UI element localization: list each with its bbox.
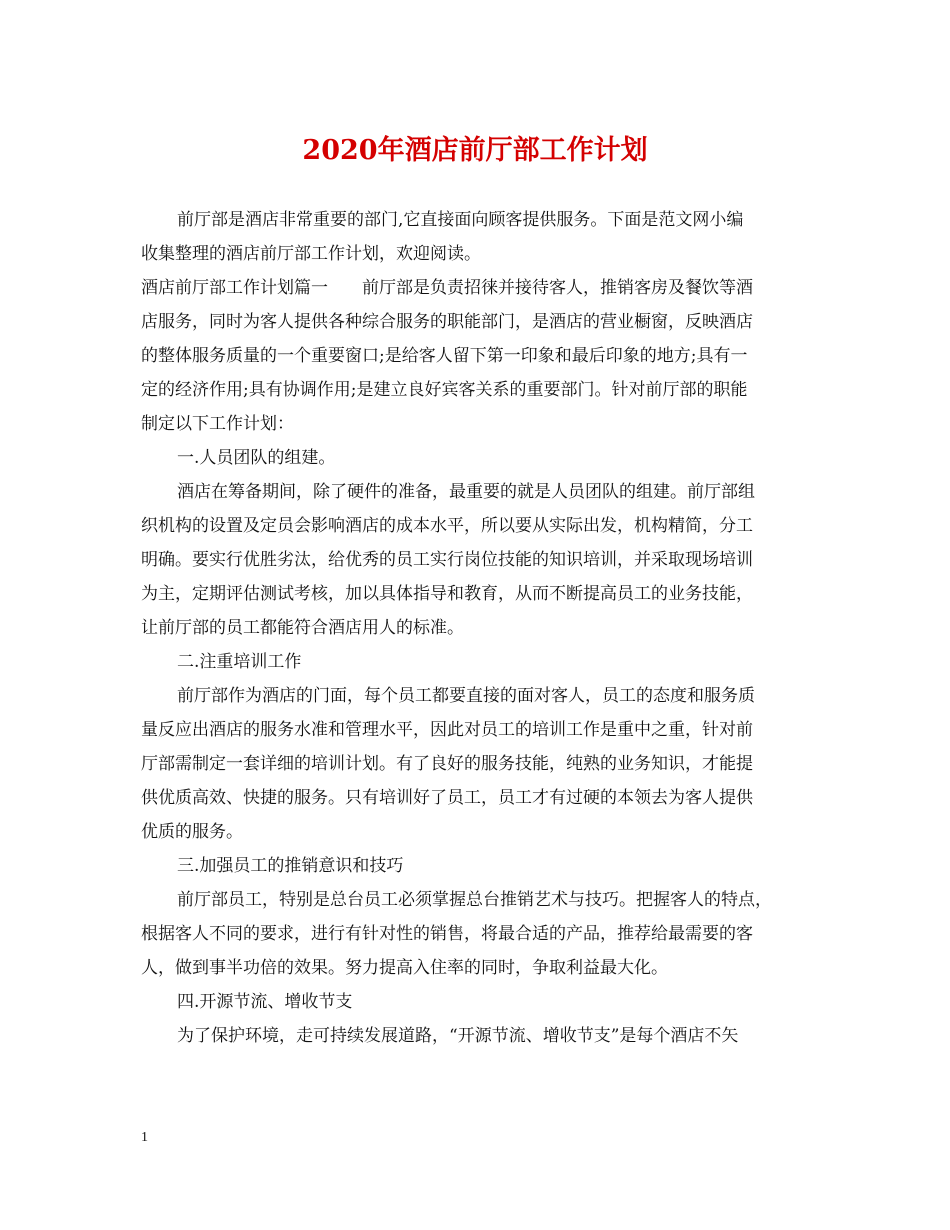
text-line: 厅部需制定一套详细的培训计划。有了良好的服务技能，纯熟的业务知识，才能提 [141,754,753,774]
document-title: 2020年酒店前厅部工作计划 [302,135,648,166]
text-line: 让前厅部的员工都能符合酒店用人的标准。 [141,618,464,638]
text-line: 收集整理的酒店前厅部工作计划，欢迎阅读。 [141,244,481,264]
text-line: 明确。要实行优胜劣汰，给优秀的员工实行岗位技能的知识培训，并采取现场培训 [141,550,753,570]
page-number: 1 [141,1130,148,1145]
text-line: 一.人员团队的组建。 [177,448,336,468]
text-line: 的整体服务质量的一个重要窗口;是给客人留下第一印象和最后印象的地方;具有一 [141,346,748,366]
text-line: 前厅部员工，特别是总台员工必须掌握总台推销艺术与技巧。把握客人的特点， [177,890,772,910]
text-line: 酒店在筹备期间，除了硬件的准备，最重要的就是人员团队的组建。前厅部组 [177,482,755,502]
text-line: 根据客人不同的要求，进行有针对性的销售，将最合适的产品，推荐给最需要的客 [141,924,753,944]
text-line: 为了保护环境，走可持续发展道路，“开源节流、增收节支”是每个酒店不矢 [177,1026,739,1046]
text-line: 四.开源节流、增收节支 [177,992,353,1012]
text-line: 二.注重培训工作 [177,652,302,672]
text-line: 量反应出酒店的服务水准和管理水平，因此对员工的培训工作是重中之重，针对前 [141,720,753,740]
text-line: 为主，定期评估测试考核，加以具体指导和教育，从而不断提高员工的业务技能， [141,584,753,604]
text-line: 酒店前厅部工作计划篇一 前厅部是负责招徕并接待客人，推销客房及餐饮等酒 [141,278,753,298]
text-line: 三.加强员工的推销意识和技巧 [177,856,404,876]
text-line: 织机构的设置及定员会影响酒店的成本水平，所以要从实际出发，机构精简，分工 [141,516,753,536]
text-line: 店服务，同时为客人提供各种综合服务的职能部门，是酒店的营业橱窗，反映酒店 [141,312,753,332]
text-line: 定的经济作用;具有协调作用;是建立良好宾客关系的重要部门。针对前厅部的职能 [141,380,748,400]
text-line: 人，做到事半功倍的效果。努力提高入住率的同时，争取利益最大化。 [141,958,668,978]
text-line: 前厅部是酒店非常重要的部门,它直接面向顾客提供服务。下面是范文网小编 [177,210,744,230]
text-line: 优质的服务。 [141,822,243,842]
text-line: 制定以下工作计划： [141,414,294,434]
text-line: 前厅部作为酒店的门面，每个员工都要直接的面对客人，员工的态度和服务质 [177,686,755,706]
text-line: 供优质高效、快捷的服务。只有培训好了员工，员工才有过硬的本领去为客人提供 [141,788,753,808]
document-body [141,203,821,1053]
